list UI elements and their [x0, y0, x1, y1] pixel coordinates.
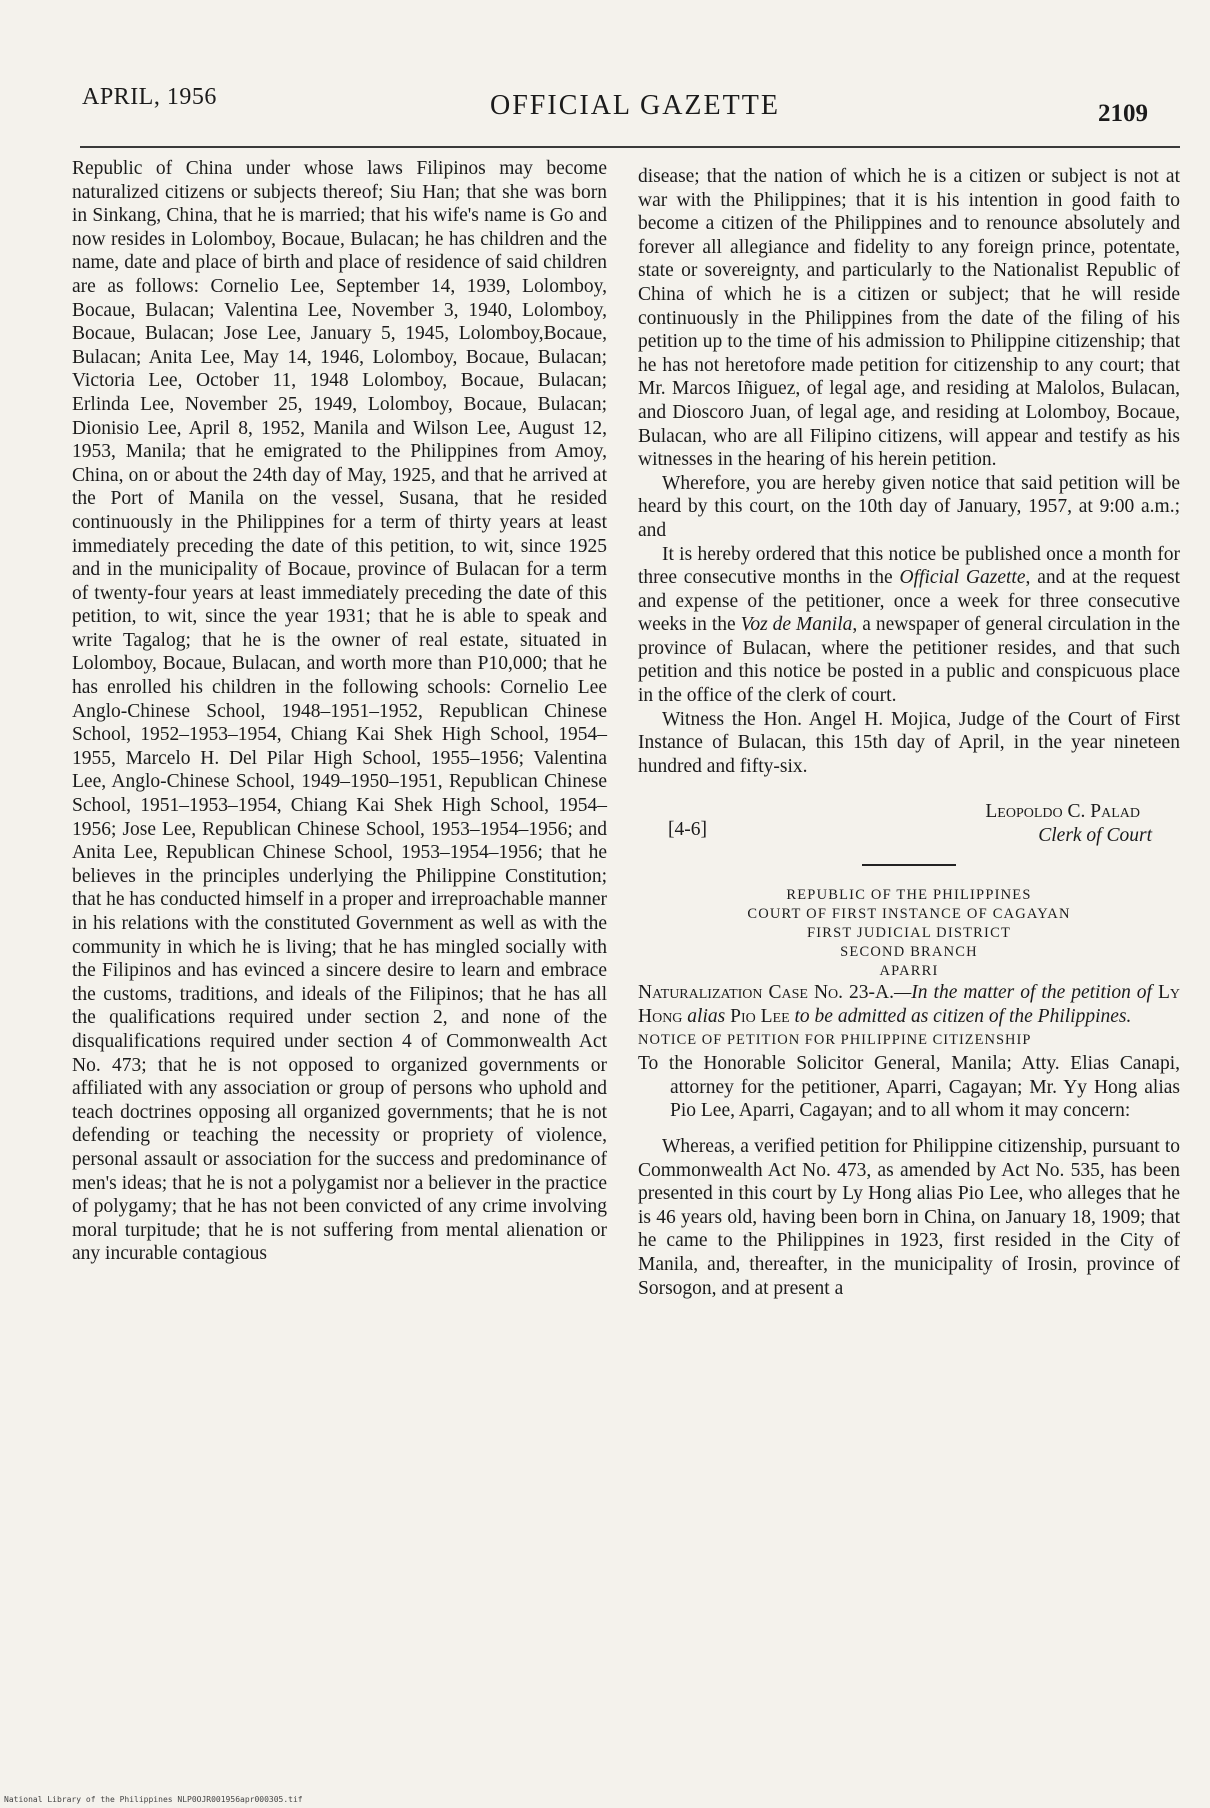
signature-block [638, 788, 1180, 847]
issue-date: APRIL, 1956 [82, 84, 217, 110]
case-heading: Naturalization Case No. 23-A.—In the matter of the petition of Ly Hong alias Pio Lee to be admitted as citizen of the Philippines. [638, 982, 1181, 1028]
publication-order-paragraph: It is hereby ordered that this notice be published once a month for three consecutive months in the Official Gazette, and at the request and expense of the petitioner, once a week for three consecutive weeks in the Voz de Manila, a newspaper of general circulation in the province of Bulacan, where the petitioner resides, and that such petition and this notice be posted in a public and conspicuous place in the office of the clerk of court. [638, 543, 1181, 707]
notice-addressees: To the Honorable Solicitor General, Manila; Atty. Elias Canapi, attorney for the petitioner, Aparri, Cagayan; Mr. Yy Hong alias Pio Lee, Aparri, Cagayan; and to all whom it may concern: [638, 1053, 1180, 1122]
caption-line: SECOND BRANCH [840, 944, 978, 961]
whereas-paragraph: Whereas, a verified petition for Philippine citizenship, pursuant to Commonwealth Act No. 473, as amended by Act No. 535, has been presented in this court by Ly Hong alias Pio Lee, who alleges that he is 46 years old, having been born in China, on January 18, 1909; that he came to the Philippines in 1923, first resided in the City of Manila, and, thereafter, in the municipality of Irosin, province of Sorsogon, and at present a [638, 1136, 1180, 1299]
publication-title: OFFICIAL GAZETTE [490, 90, 780, 121]
caption-line: COURT OF FIRST INSTANCE OF CAGAYAN [747, 906, 1071, 923]
caption-line: APARRI [879, 963, 939, 980]
petition-continuation: disease; that the nation of which he is a citizen or subject is not at war with the Philippines; that it is his intention in good faith to become a citizen of the Philippines and to renounce absolutely and forever all allegiance and fidelity to any foreign prince, potentate, state or sovereignty, and particularly to the Nationalist Republic of China of which he is a citizen or subject; that he will reside continuously in the Philippines from the date of the filing of his petition up to the time of his admission to Philippine citizenship; that he has not heretofore made petition for citizenship to any court; that Mr. Marcos Iñiguez, of legal age, and residing at Malolos, Bulacan, and Dioscoro Juan, of legal age, and residing at Lolomboy, Bocaue, Bulacan, who are all Filipino citizens, will appear and testify as his witnesses in the hearing of his herein petition. [638, 166, 1180, 471]
header-rule [80, 146, 1180, 148]
issue-reference: [4-6] [668, 819, 707, 841]
left-column [72, 157, 607, 1266]
right-column [638, 165, 1180, 1300]
scan-footer: National Library of the Philippines NLP0OJR001956apr000305.tif [4, 1795, 303, 1804]
clerk-name: Leopoldo C. Palad [985, 801, 1140, 823]
page-number: 2109 [1098, 100, 1148, 127]
petitioner-name: Ly Hong [638, 982, 1181, 1028]
left-column-text: Republic of China under whose laws Filipinos may become naturalized citizens or subjects thereof; Siu Han; that she was born in Sinkang, China, that he is married; that his wife's name is Go and now resides in Lolomboy, Bocaue, Bulacan; he has children and the name, date and place of birth and place of residence of said children are as follows: Cornelio Lee, September 14, 1939, Lolomboy, Bocaue, Bulacan; Valentina Lee, November 3, 1940, Lolomboy, Bocaue, Bulacan; Jose Lee, January 5, 1945, Lolomboy,Bocaue, Bulacan; Anita Lee, May 14, 1946, Lolomboy, Bocaue, Bulacan; Victoria Lee, October 11, 1948 Lolomboy, Bocaue, Bulacan; Erlinda Lee, November 25, 1949, Lolomboy, Bocaue, Bulacan; Dionisio Lee, April 8, 1952, Manila and Wilson Lee, August 12, 1953, Manila; that he emigrated to the Philippines from Amoy, China, on or about the 24th day of May, 1925, and that he arrived at the Port of Manila on the vessel, Susana, that he resided continuously in the Philippines for a term of thirty years at least immediately preceding the date of this petition, to wit, since 1925 and in the municipality of Bocaue, province of Bulacan for a term of twenty-four years at least immediately preceding the date of this petition, to wit, since the year 1931; that he is able to speak and write Tagalog; that he is the owner of real estate, situated in Lolomboy, Bocaue, Bulacan, and worth more than P10,000; that he has enrolled his children in the following schools: Cornelio Lee Anglo-Chinese School, 1948–1951–1952, Republican Chinese School, 1952–1953–1954, Chiang Kai Shek High School, 1954–1955, Marcelo H. Del Pilar High School, 1955–1956; Valentina Lee, Anglo-Chinese School, 1949–1950–1951, Republican Chinese School, 1951–1953–1954, Chiang Kai Shek High School, 1954–1956; Jose Lee, Republican Chinese School, 1953–1954–1956; and Anita Lee, Republican Chinese School, 1953–1954–1956; that he believes in the principles underlying the Philippine Constitution; that he has conducted himself in a proper and irreproachable manner in his relations with the constituted Government as well as with the community in which he is living; that he has mingled socially with the Filipinos and has evinced a sincere desire to learn and embrace the customs, traditions, and ideals of the Filipinos; that he has all the qualifications required under section 2, and none of the disqualifications required under section 4 of Commonwealth Act No. 473; that he is not opposed to organized governments or affiliated with any association or group of persons who uphold and teach doctrines opposing all organized governments; that he is not defending or teaching the necessity or propriety of violence, personal assault or association for the success and predominance of men's ideas; that he is not a polygamist nor a believer in the practice of polygamy; that he has not been convicted of any crime involving moral turpitude; that he is not suffering from mental alienation or any incurable contagious [72, 158, 607, 1265]
caption-line: REPUBLIC OF THE PHILIPPINES [786, 887, 1032, 904]
section-separator [862, 864, 956, 866]
witness-paragraph: Witness the Hon. Angel H. Mojica, Judge of the Court of First Instance of Bulacan, this 15th day of April, in the year nineteen hundred and fifty-six. [638, 708, 1180, 777]
case-number: Naturalization Case No. 23-A. [638, 982, 894, 1004]
newspaper-name: Voz de Manila [740, 614, 853, 636]
petitioner-alias: Pio Lee [730, 1006, 790, 1028]
hearing-notice-paragraph: Wherefore, you are hereby given notice that said petition will be heard by this court, on the 10th day of January, 1957, at 9:00 a.m.; and [638, 472, 1180, 541]
court-caption [638, 886, 1180, 981]
notice-title: NOTICE OF PETITION FOR PHILIPPINE CITIZENSHIP [638, 1031, 1032, 1048]
caption-line: FIRST JUDICIAL DISTRICT [806, 925, 1012, 942]
clerk-title: Clerk of Court [1038, 825, 1152, 847]
gazette-name: Official Gazette [899, 567, 1026, 589]
